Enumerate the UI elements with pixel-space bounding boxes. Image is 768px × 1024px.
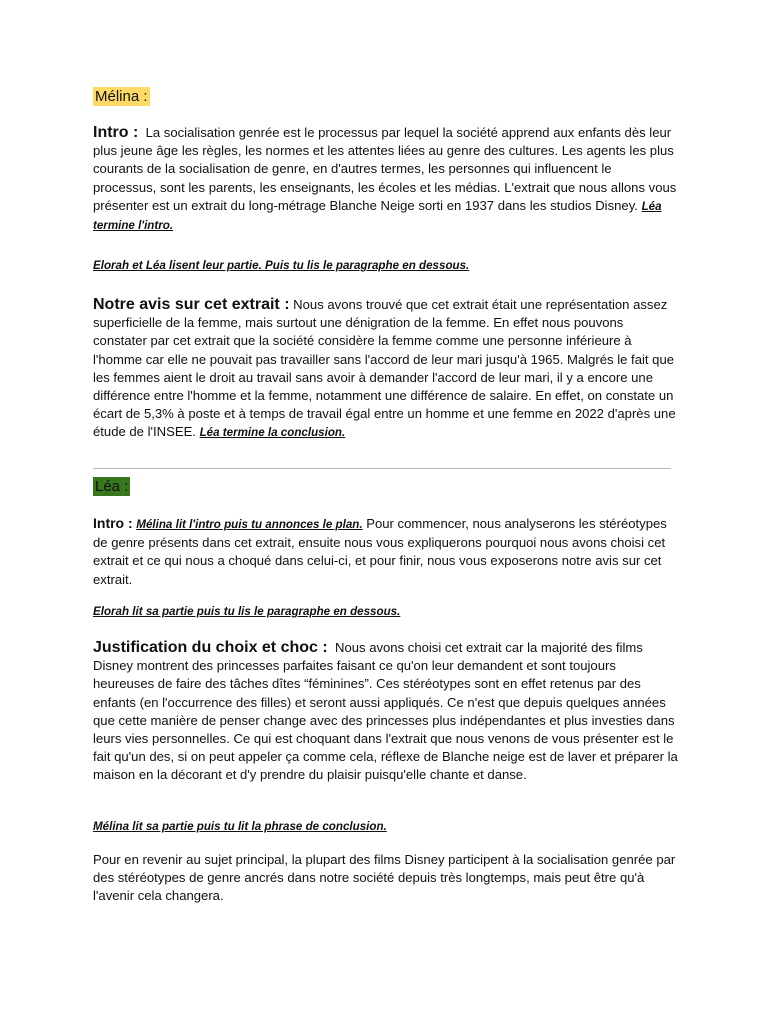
section-divider bbox=[93, 468, 671, 469]
lea-conclusion-instruction-line bbox=[93, 819, 678, 835]
lea-conclusion-instruction: Mélina lit sa partie puis tu lit la phrase de conclusion. bbox=[93, 820, 387, 833]
lea-justification-block bbox=[93, 639, 678, 785]
lea-intro-heading: Intro : bbox=[93, 515, 133, 531]
lea-reading-instruction-line bbox=[93, 604, 678, 620]
melina-intro-paragraph bbox=[93, 124, 678, 235]
melina-speaker-label: Mélina : bbox=[95, 88, 148, 105]
lea-intro-block bbox=[93, 514, 678, 589]
melina-opinion-heading: Notre avis sur cet extrait : bbox=[93, 296, 290, 313]
lea-speaker-label: Léa : bbox=[95, 478, 129, 495]
lea-justification-paragraph bbox=[93, 639, 678, 785]
lea-reading-instruction-block bbox=[93, 604, 678, 620]
lea-justification-heading: Justification du choix et choc : bbox=[93, 639, 328, 656]
lea-conclusion-text: Pour en revenir au sujet principal, la plupart des films Disney participent à la socialisation genrée par des stéréotypes de genre ancrés dans notre société depuis très longtemps, mais peut être qu'à l'avenir cela changera. bbox=[93, 852, 676, 904]
lea-reading-instruction: Elorah lit sa partie puis tu lis le paragraphe en dessous. bbox=[93, 605, 401, 618]
melina-reading-instruction: Elorah et Léa lisent leur partie. Puis tu lis le paragraphe en dessous. bbox=[93, 259, 470, 272]
lea-conclusion-instruction-block bbox=[93, 819, 678, 835]
melina-intro-instruction: Léa termine l'intro. bbox=[93, 199, 662, 233]
melina-reading-instruction-block bbox=[93, 258, 678, 274]
melina-opinion-paragraph bbox=[93, 296, 678, 443]
lea-conclusion-block bbox=[93, 851, 678, 906]
melina-intro-heading: Intro : bbox=[93, 124, 139, 141]
melina-intro-text: La socialisation genrée est le processus par lequel la société apprend aux enfants dès leur plus jeune âge les règles, les normes et les attentes liées au genre des cultures. Les agents les plus courants de la socialisation de genre, en d'autres termes, les personnes qui influencent le processus, sont les parents, les enseignants, les écoles et les médias. L'extrait que nous allons vous présenter est un extrait du long-métrage Blanche Neige sorti en 1937 dans les studios Disney. bbox=[93, 125, 677, 213]
melina-opinion-instruction: Léa termine la conclusion. bbox=[199, 426, 346, 440]
melina-intro-block bbox=[93, 124, 678, 235]
melina-reading-instruction-line bbox=[93, 258, 678, 274]
lea-intro-paragraph bbox=[93, 514, 678, 589]
lea-intro-instruction: Mélina lit l'intro puis tu annonces le plan. bbox=[136, 518, 363, 531]
lea-intro-text: Pour commencer, nous analyserons les stéréotypes de genre présents dans cet extrait, ensuite nous vous expliquerons pourquoi nous avons choisi cet extrait et ce qui nous a choqué dans celui-ci, et pour finir, nous vous exposerons notre avis sur cet extrait. bbox=[93, 516, 667, 587]
melina-speaker-block bbox=[93, 87, 678, 106]
melina-opinion-block bbox=[93, 296, 678, 443]
lea-justification-text: Nous avons choisi cet extrait car la majorité des films Disney montrent des princesses parfaites faisant ce qu'on leur demandent et sont toujours heureuses de faire des tâches dîtes “féminines”. Ces stéréotypes sont en effet retenus par des enfants (en l'occurrence des filles) et seront aussi appliqués. Ce n'est que depuis quelques années que cette manière de penser change avec des princesses plus indépendantes et plus investies dans leurs vies personnelles. Ce qui est choquant dans l'extrait que nous venons de vous présenter est le fait qu'un des, si on peut appeler ça comme cela, réflexe de Blanche neige est de laver et préparer la maison en la décorant et d'y prendre du plaisir puisqu'elle chante et danse. bbox=[93, 640, 678, 783]
melina-opinion-text: Nous avons trouvé que cet extrait était une représentation assez superficielle de la femme, mais surtout une dénigration de la femme. En effet nous pouvons constater par cet extrait que la société considère la femme comme une personne inférieure à l'homme car elle ne pouvait pas travailler sans l'accord de leur mari jusqu'à 1965. Malgrés le fait que les femmes aient le droit au travail sans avoir à demander l'accord de leur mari, il y a encore une différence entre l'homme et la femme, notamment une différence de salaire. En effet, on constate un écart de 5,3% à poste et à temps de travail égal entre un homme et une femme en 2022 d'après une étude de l'INSEE. bbox=[93, 297, 676, 440]
lea-speaker-block bbox=[93, 477, 678, 496]
